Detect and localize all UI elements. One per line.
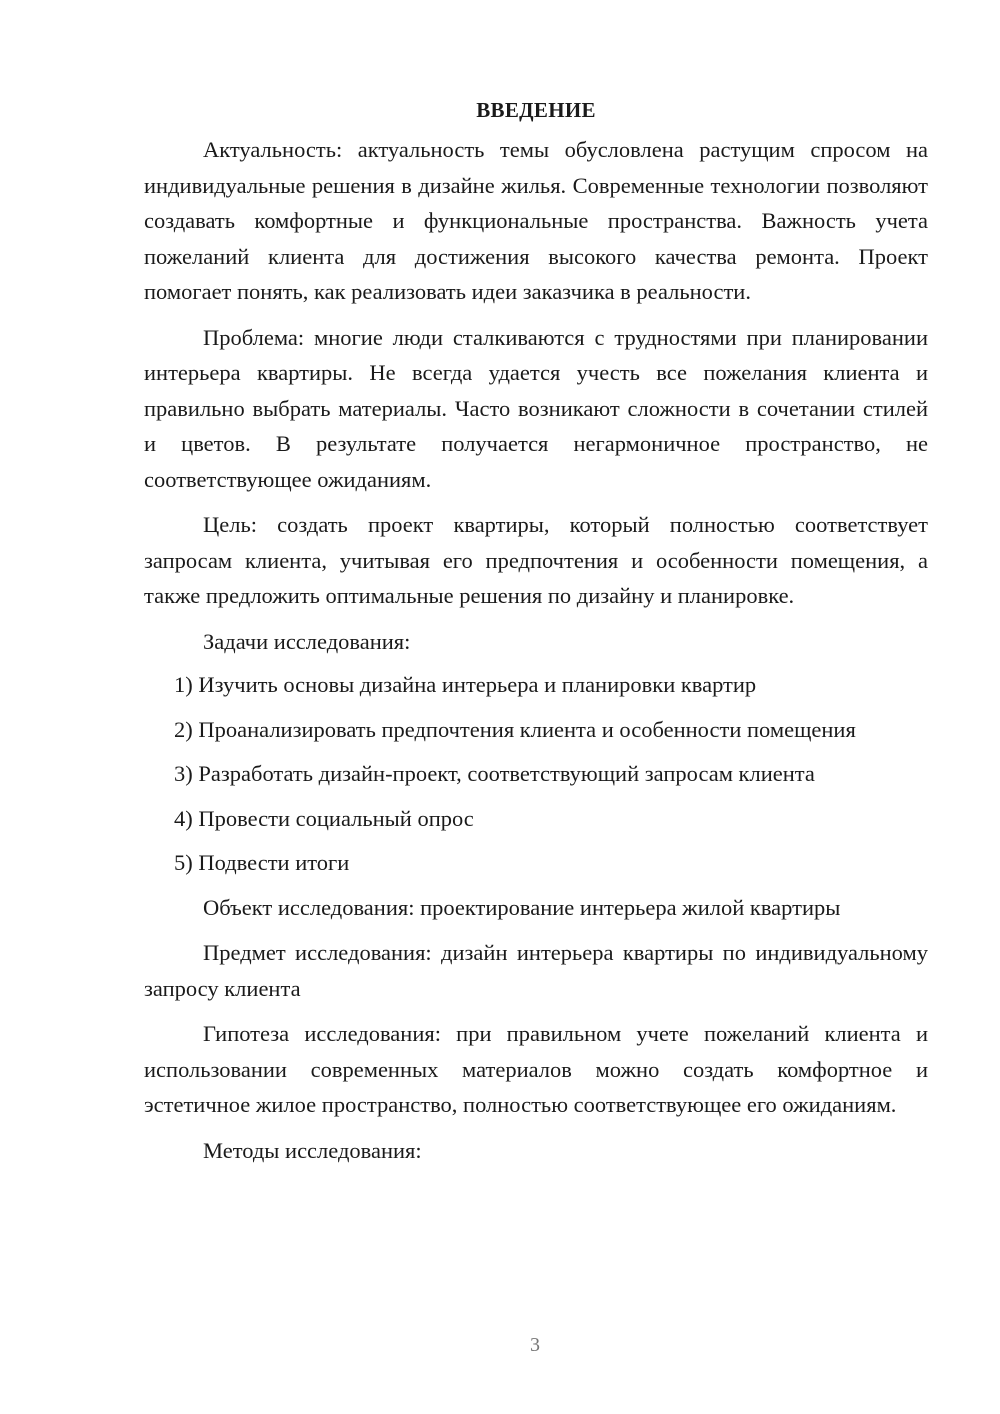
task-item: 5) Подвести итоги [174,850,350,875]
section-title: ВВЕДЕНИЕ [476,98,596,122]
subject-paragraph: Предмет исследования: дизайн интерьера квартиры по индивидуальному запросу клиента [144,940,928,1001]
document-page [144,92,928,1178]
problem-paragraph: Проблема: многие люди сталкиваются с трудностями при планировании интерьера квартиры. Не всегда удается учесть все пожелания клиента и правильно выбрать материалы. Часто возникают сложности в сочетании стилей и цветов. В результате получается негармоничное пространство, не соответствующее ожиданиям. [144,324,928,492]
goal-paragraph: Цель: создать проект квартиры, который полностью соответствует запросам клиента, учитывая его предпочтения и особенности помещения, а также предложить оптимальные решения по дизайну и планировке. [144,512,928,608]
methods-heading: Методы исследования: [203,1137,422,1163]
page-number: 3 [530,1334,540,1356]
task-item: 4) Провести социальный опрос [174,805,474,831]
task-item: 3) Разработать дизайн-проект, соответствующий запросам клиента [174,761,815,786]
task-item: 1) Изучить основы дизайна интерьера и планировки квартир [174,672,757,697]
object-paragraph: Объект исследования: проектирование интерьера жилой квартиры [203,894,841,920]
tasks-heading: Задачи исследования: [203,628,411,654]
relevance-paragraph: Актуальность: актуальность темы обусловлена растущим спросом на индивидуальные решения в дизайне жилья. Современные технологии позволяют создавать комфортные и функциональные пространства. Важность учета пожеланий клиента для достижения высокого качества ремонта. Проект помогает понять, как реализовать идеи заказчика в реальности. [144,137,928,304]
hypothesis-paragraph: Гипотеза исследования: при правильном учете пожеланий клиента и использовании современных материалов можно создать комфортное и эстетичное жилое пространство, полностью соответствующее его ожиданиям. [144,1021,928,1117]
task-item: 2) Проанализировать предпочтения клиента и особенности помещения [174,716,856,742]
